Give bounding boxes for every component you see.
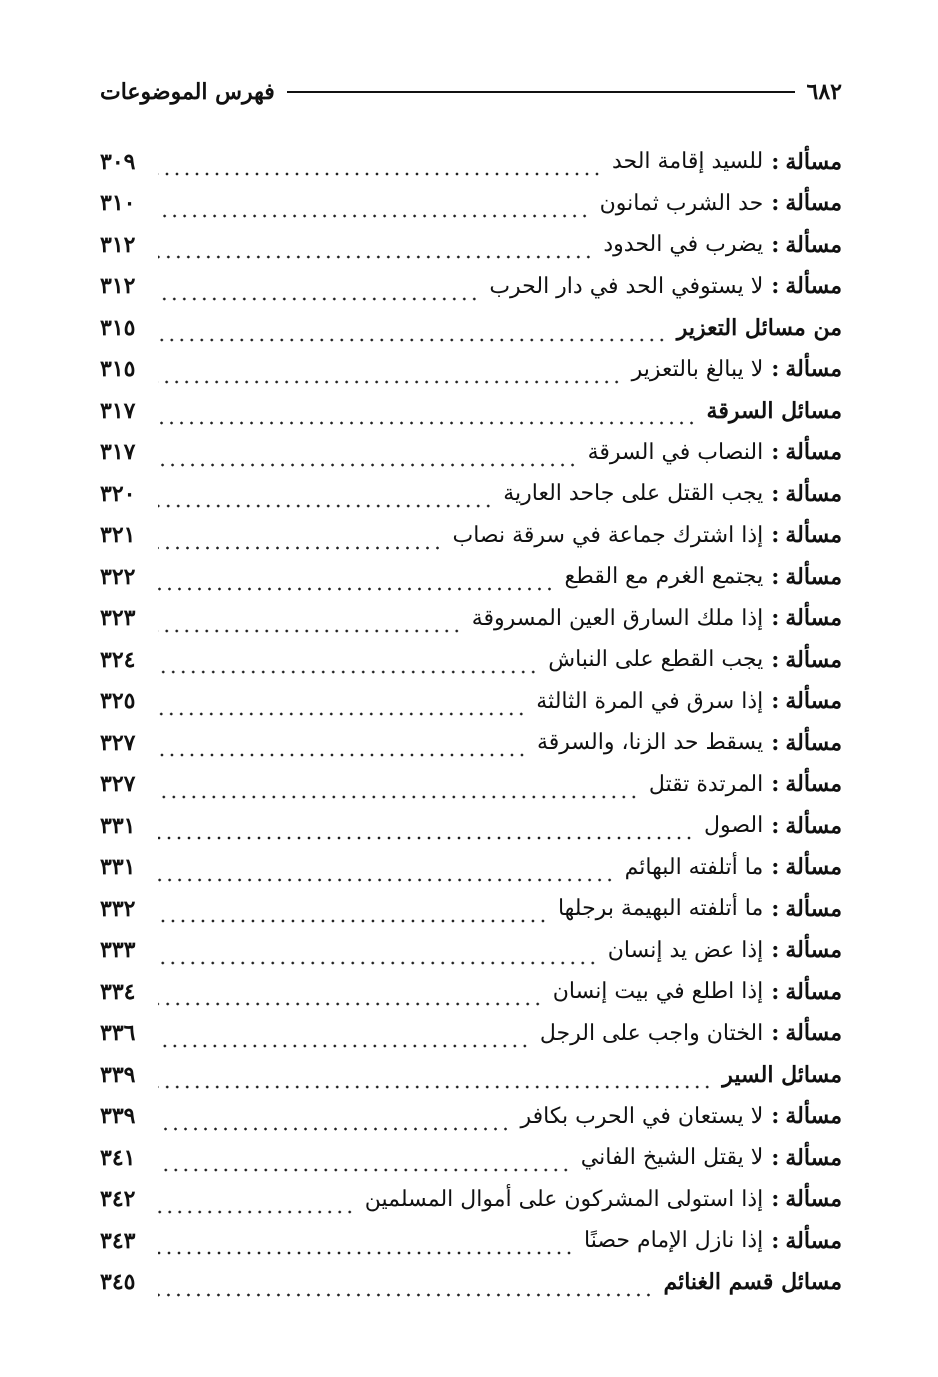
entry-label: مسألة: [785, 480, 842, 507]
dot-leader: [158, 1203, 355, 1220]
entry-page-number: ٣٣٤: [100, 978, 136, 1005]
entry-page-number: ٣٣١: [100, 812, 136, 839]
entry-page-number: ٣١٥: [100, 356, 136, 383]
section-title: مسائل قسم الغنائم: [663, 1269, 842, 1296]
entry-label: مسألة: [785, 646, 842, 673]
entry-colon: :: [771, 563, 780, 590]
dot-leader: [158, 207, 590, 224]
entry-colon: :: [771, 771, 780, 798]
entry-text: إذا اطلع في بيت إنسان: [552, 979, 764, 1005]
entry-text: لا يقتل الشيخ الفاني: [580, 1145, 764, 1171]
toc-entry: [100, 764, 842, 806]
section-title: مسائل السير: [722, 1061, 842, 1088]
toc-entry: [100, 183, 842, 225]
toc-entry: [100, 224, 842, 266]
entry-label: مسألة: [785, 605, 842, 632]
entry-page-number: ٣٤١: [100, 1144, 136, 1171]
entry-label: مسألة: [785, 356, 842, 383]
entry-page-number: ٣٢٧: [100, 771, 136, 798]
entry-page-number: ٣٢٣: [100, 605, 136, 632]
toc-entry: [100, 473, 842, 515]
entry-label: مسألة: [785, 522, 842, 549]
dot-leader: [158, 830, 694, 847]
entry-colon: :: [771, 480, 780, 507]
entry-colon: :: [771, 190, 780, 217]
entry-text: النصاب في السرقة: [587, 439, 764, 465]
table-of-contents: [100, 141, 842, 1303]
entry-label: مسألة: [785, 729, 842, 756]
section-title: من مسائل التعزير: [676, 314, 842, 341]
toc-entry: [100, 930, 842, 972]
entry-text: لا يبالغ بالتعزير: [631, 356, 764, 382]
entry-page-number: ٣٤٥: [100, 1269, 136, 1296]
toc-entry: [100, 141, 842, 183]
entry-label: مسألة: [785, 895, 842, 922]
toc-entry: [100, 971, 842, 1013]
entry-colon: :: [771, 978, 780, 1005]
entry-page-number: ٣١٧: [100, 397, 136, 424]
toc-entry: [100, 639, 842, 681]
entry-colon: :: [771, 439, 780, 466]
entry-text: حد الشرب ثمانون: [599, 190, 764, 216]
entry-page-number: ٣٢٥: [100, 688, 136, 715]
toc-entry: [100, 681, 842, 723]
entry-text: يجب القتل على جاحد العارية: [503, 481, 764, 507]
entry-label: مسألة: [785, 1186, 842, 1213]
entry-colon: :: [771, 273, 780, 300]
header-rule: [287, 91, 795, 93]
dot-leader: [158, 913, 548, 930]
entry-colon: :: [771, 148, 780, 175]
entry-page-number: ٣٢١: [100, 522, 136, 549]
dot-leader: [158, 871, 615, 888]
entry-text: الصول: [704, 813, 764, 839]
toc-entry: [100, 349, 842, 391]
entry-colon: :: [771, 895, 780, 922]
entry-page-number: ٣٤٣: [100, 1227, 136, 1254]
entry-label: مسألة: [785, 688, 842, 715]
entry-text: إذا عض يد إنسان: [607, 937, 764, 963]
entry-page-number: ٣١٧: [100, 439, 136, 466]
toc-entry: [100, 722, 842, 764]
dot-leader: [158, 415, 697, 432]
dot-leader: [158, 498, 493, 515]
dot-leader: [158, 1079, 712, 1096]
entry-colon: :: [771, 231, 780, 258]
entry-page-number: ٣٣٣: [100, 937, 136, 964]
entry-page-number: ٣٢٤: [100, 646, 136, 673]
entry-label: مسألة: [785, 231, 842, 258]
entry-page-number: ٣١٢: [100, 273, 136, 300]
toc-entry: [100, 1179, 842, 1221]
dot-leader: [158, 1245, 574, 1262]
toc-entry: [100, 515, 842, 557]
dot-leader: [158, 996, 543, 1013]
dot-leader: [158, 954, 598, 971]
entry-text: للسيد إقامة الحد: [611, 149, 764, 175]
toc-entry: [100, 266, 842, 308]
entry-label: مسألة: [785, 937, 842, 964]
dot-leader: [158, 456, 578, 473]
dot-leader: [158, 1162, 571, 1179]
entry-label: مسألة: [785, 148, 842, 175]
entry-colon: :: [771, 1020, 780, 1047]
entry-text: ما أتلفته البهيمة برجلها: [557, 896, 764, 922]
toc-section-heading: [100, 307, 842, 349]
entry-page-number: ٣٣٩: [100, 1103, 136, 1130]
entry-colon: :: [771, 605, 780, 632]
section-title: مسائل السرقة: [706, 397, 842, 424]
entry-label: مسألة: [785, 1227, 842, 1254]
entry-label: مسألة: [785, 978, 842, 1005]
dot-leader: [158, 747, 527, 764]
toc-section-heading: [100, 1054, 842, 1096]
entry-page-number: ٣٢٧: [100, 729, 136, 756]
entry-colon: :: [771, 729, 780, 756]
entry-label: مسألة: [785, 1103, 842, 1130]
entry-colon: :: [771, 937, 780, 964]
entry-label: مسألة: [785, 1144, 842, 1171]
entry-page-number: ٣٤٢: [100, 1186, 136, 1213]
entry-page-number: ٣٣١: [100, 854, 136, 881]
entry-label: مسألة: [785, 854, 842, 881]
entry-colon: :: [771, 1227, 780, 1254]
entry-label: مسألة: [785, 563, 842, 590]
dot-leader: [158, 166, 602, 183]
toc-entry: [100, 598, 842, 640]
dot-leader: [158, 788, 639, 805]
entry-text: لا يستوفي الحد في دار الحرب: [489, 273, 764, 299]
entry-colon: :: [771, 522, 780, 549]
dot-leader: [158, 581, 554, 598]
entry-label: مسألة: [785, 273, 842, 300]
toc-entry: [100, 1220, 842, 1262]
dot-leader: [158, 622, 462, 639]
entry-page-number: ٣٣٦: [100, 1020, 136, 1047]
page-number: ٦٨٢: [806, 79, 842, 105]
entry-page-number: ٣٣٩: [100, 1061, 136, 1088]
dot-leader: [158, 290, 479, 307]
entry-page-number: ٣٣٢: [100, 895, 136, 922]
dot-leader: [158, 249, 593, 266]
entry-text: يجب القطع على النباش: [548, 647, 764, 673]
toc-entry: [100, 888, 842, 930]
dot-leader: [158, 705, 526, 722]
entry-colon: :: [771, 1186, 780, 1213]
entry-label: مسألة: [785, 812, 842, 839]
entry-text: ما أتلفته البهائم: [624, 854, 764, 880]
toc-entry: [100, 1013, 842, 1055]
dot-leader: [158, 332, 667, 349]
entry-text: إذا ملك السارق العين المسروقة: [471, 605, 764, 631]
toc-section-heading: [100, 390, 842, 432]
dot-leader: [158, 1286, 653, 1303]
running-header: [100, 72, 842, 112]
entry-text: يسقط حد الزنا، والسرقة: [536, 730, 764, 756]
entry-page-number: ٣٢٠: [100, 480, 136, 507]
toc-entry: [100, 1096, 842, 1138]
entry-colon: :: [771, 356, 780, 383]
entry-text: إذا اشترك جماعة في سرقة نصاب: [452, 522, 764, 548]
toc-entry: [100, 805, 842, 847]
entry-text: يضرب في الحدود: [603, 232, 764, 258]
entry-text: إذا نازل الإمام حصنًا: [584, 1228, 764, 1254]
entry-text: الختان واجب على الرجل: [539, 1020, 764, 1046]
entry-colon: :: [771, 688, 780, 715]
entry-page-number: ٣١٢: [100, 231, 136, 258]
entry-colon: :: [771, 812, 780, 839]
entry-text: إذا سرق في المرة الثالثة: [536, 688, 764, 714]
entry-page-number: ٣٢٢: [100, 563, 136, 590]
dot-leader: [158, 1120, 511, 1137]
entry-colon: :: [771, 854, 780, 881]
entry-text: لا يستعان في الحرب بكافر: [520, 1103, 764, 1129]
toc-entry: [100, 432, 842, 474]
toc-entry: [100, 847, 842, 889]
toc-entry: [100, 1137, 842, 1179]
entry-page-number: ٣٠٩: [100, 148, 136, 175]
entry-text: يجتمع الغرم مع القطع: [564, 564, 764, 590]
dot-leader: [158, 539, 443, 556]
entry-label: مسألة: [785, 439, 842, 466]
dot-leader: [158, 373, 622, 390]
entry-colon: :: [771, 1144, 780, 1171]
entry-page-number: ٣١٠: [100, 190, 136, 217]
entry-page-number: ٣١٥: [100, 314, 136, 341]
entry-colon: :: [771, 646, 780, 673]
toc-entry: [100, 556, 842, 598]
entry-colon: :: [771, 1103, 780, 1130]
dot-leader: [158, 664, 538, 681]
entry-label: مسألة: [785, 1020, 842, 1047]
header-title: فهرس الموضوعات: [100, 79, 275, 105]
entry-label: مسألة: [785, 190, 842, 217]
toc-section-heading: [100, 1262, 842, 1304]
entry-text: إذا استولى المشركون على أموال المسلمين: [364, 1186, 764, 1212]
entry-label: مسألة: [785, 771, 842, 798]
entry-text: المرتدة تقتل: [648, 771, 764, 797]
dot-leader: [158, 1037, 530, 1054]
